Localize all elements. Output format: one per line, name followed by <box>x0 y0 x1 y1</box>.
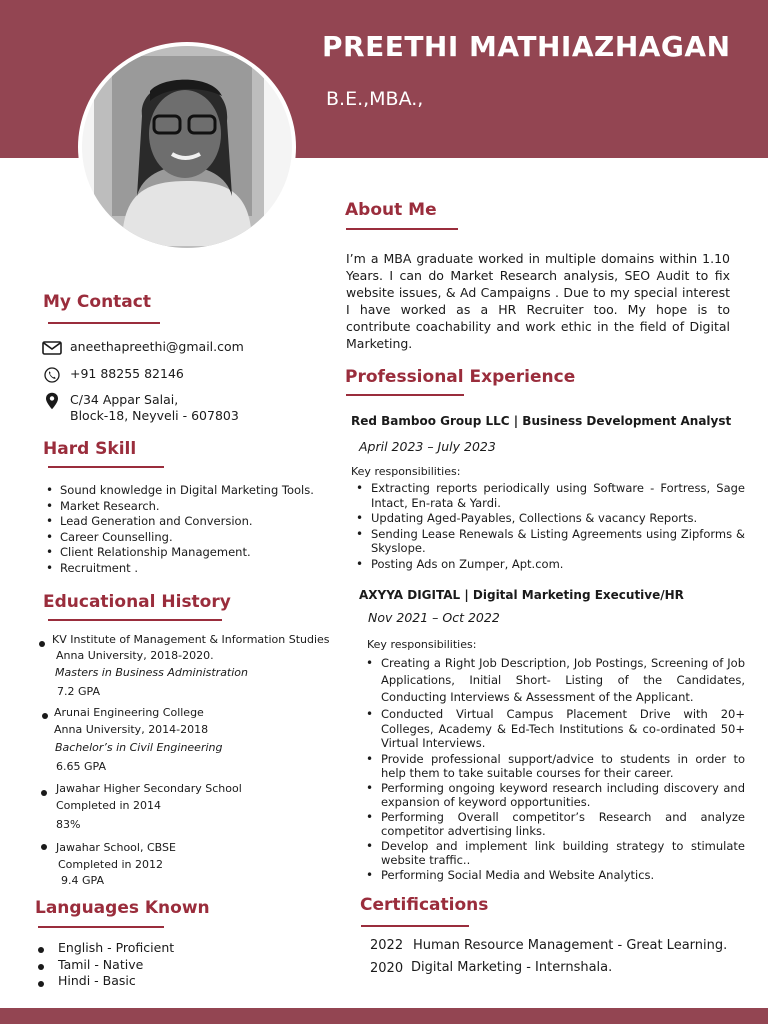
contact-phone-row <box>42 366 184 384</box>
footer-band <box>0 1008 768 1024</box>
edu-school: Jawahar School, CBSE <box>56 841 176 854</box>
list-item: • Develop and implement link building strategy to stimulate website traffic.. <box>361 839 745 868</box>
portrait-image <box>82 46 292 248</box>
bullet-dot <box>41 844 47 850</box>
education-rule <box>48 619 222 621</box>
bullet-dot <box>42 713 48 719</box>
edu-detail: Anna University, 2018-2020. <box>56 649 214 662</box>
experience-heading: Professional Experience <box>345 367 576 387</box>
experience-rule <box>346 394 464 396</box>
contact-email-row <box>42 339 244 357</box>
about-rule <box>346 228 458 230</box>
list-item: • Market Research. <box>44 499 314 515</box>
language-item: English - Proficient <box>58 940 175 955</box>
language-item: Tamil - Native <box>58 957 144 972</box>
list-item: • Creating a Right Job Description, Job Postings, Screening of Job Applications, Initial Short- Listing of the Candidates, Conducting Interviews & Assessment of the Applicant. <box>361 655 745 706</box>
edu-degree: Bachelor’s in Civil Engineering <box>55 741 223 754</box>
phone-icon <box>42 366 62 384</box>
bullet-dot <box>38 964 44 970</box>
list-item: • Career Counselling. <box>44 530 314 546</box>
contact-address-line1: C/34 Appar Salai, <box>70 392 179 407</box>
education-heading: Educational History <box>43 592 231 612</box>
bullet-dot <box>39 641 45 647</box>
hard-skill-rule <box>48 466 164 468</box>
about-heading: About Me <box>345 200 437 220</box>
list-item: • Client Relationship Management. <box>44 545 314 561</box>
list-item: • Recruitment . <box>44 561 314 577</box>
job-resp-label: Key responsibilities: <box>351 465 461 478</box>
edu-score: 6.65 GPA <box>56 760 106 773</box>
hard-skill-heading: Hard Skill <box>43 439 137 459</box>
list-item: • Lead Generation and Conversion. <box>44 514 314 530</box>
edu-detail: Completed in 2012 <box>58 858 164 871</box>
job-responsibilities <box>351 481 745 571</box>
language-item: Hindi - Basic <box>58 973 136 988</box>
edu-school: Jawahar Higher Secondary School <box>56 782 242 795</box>
edu-school: KV Institute of Management & Information Studies <box>52 633 330 646</box>
cert-year: 2022 <box>370 938 404 953</box>
cert-name: Digital Marketing - Internshala. <box>411 960 613 975</box>
edu-degree: Masters in Business Administration <box>55 666 249 679</box>
candidate-degree: B.E.,MBA., <box>326 88 424 110</box>
languages-rule <box>38 926 164 928</box>
job-title: Red Bamboo Group LLC | Business Development Analyst <box>351 414 732 428</box>
contact-heading: My Contact <box>43 292 151 312</box>
certifications-rule <box>361 925 469 927</box>
mail-icon <box>42 339 62 357</box>
list-item: • Performing ongoing keyword research including discovery and expansion of keyword opportunities. <box>361 781 745 810</box>
list-item: • Posting Ads on Zumper, Apt.com. <box>351 557 745 572</box>
cert-name: Human Resource Management - Great Learning. <box>413 938 728 953</box>
list-item: • Provide professional support/advice to students in order to help them to take suitable courses for their career. <box>361 752 745 781</box>
contact-address-line2: Block-18, Neyveli - 607803 <box>70 408 239 423</box>
list-item: • Sound knowledge in Digital Marketing Tools. <box>44 483 314 499</box>
certifications-heading: Certifications <box>360 895 489 915</box>
edu-score: 83% <box>56 818 81 831</box>
job-responsibilities <box>361 655 745 882</box>
job-title: AXYYA DIGITAL | Digital Marketing Executive/HR <box>359 588 684 602</box>
bullet-dot <box>38 981 44 987</box>
cert-year: 2020 <box>370 961 404 976</box>
hard-skill-list <box>44 483 314 576</box>
bullet-dot <box>38 947 44 953</box>
languages-heading: Languages Known <box>35 898 210 918</box>
profile-photo <box>78 42 296 252</box>
job-dates: April 2023 – July 2023 <box>359 439 496 454</box>
job-dates: Nov 2021 – Oct 2022 <box>368 610 500 625</box>
list-item: • Performing Social Media and Website Analytics. <box>361 868 745 883</box>
list-item: • Extracting reports periodically using Software - Fortress, Sage Intact, En-rata & Yardi. <box>351 481 745 510</box>
list-item: • Conducted Virtual Campus Placement Drive with 20+ Colleges, Academy & Ed-Tech Institutions & co-ordinated 50+ Virtual Interviews. <box>361 707 745 751</box>
edu-school: Arunai Engineering College <box>54 706 204 719</box>
edu-detail: Completed in 2014 <box>56 799 162 812</box>
job-resp-label: Key responsibilities: <box>367 638 477 651</box>
contact-phone[interactable]: +91 88255 82146 <box>70 366 184 381</box>
contact-email[interactable]: aneethapreethi@gmail.com <box>70 339 244 354</box>
list-item: • Performing Overall competitor’s Research and analyze competitor advertising links. <box>361 810 745 839</box>
list-item: • Updating Aged-Payables, Collections & vacancy Reports. <box>351 511 745 526</box>
edu-detail: Anna University, 2014-2018 <box>54 723 209 736</box>
contact-rule <box>48 322 160 324</box>
list-item: • Sending Lease Renewals & Listing Agreements using Zipforms & Skyslope. <box>351 527 745 556</box>
location-pin-icon <box>42 392 62 410</box>
edu-score: 7.2 GPA <box>57 685 100 698</box>
edu-score: 9.4 GPA <box>61 874 104 887</box>
bullet-dot <box>41 790 47 796</box>
candidate-name: PREETHI MATHIAZHAGAN <box>322 30 731 63</box>
contact-address-row <box>42 392 239 424</box>
about-text: I’m a MBA graduate worked in multiple domains within 1.10 Years. I can do Market Research analysis, SEO Audit to fix website issues, & Ad Campaigns . Due to my special interest I have worked as a HR Recruiter too. My hope is to contribute coachability and work ethic in the field of Digital Marketing. <box>346 251 730 351</box>
